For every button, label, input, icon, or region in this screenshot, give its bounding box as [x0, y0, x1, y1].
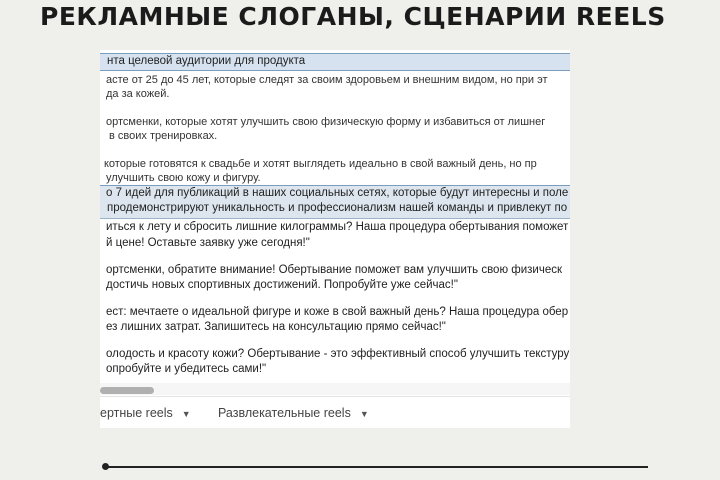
cell-line[interactable]: да за кожей. — [106, 88, 170, 100]
cell-line[interactable]: которые готовятся к свадьбе и хотят выглядеть идеально в свой важный день, но пр — [104, 158, 537, 170]
cell-line[interactable]: в своих тренировках. — [109, 130, 218, 142]
answer-line[interactable]: олодость и красоту кожи? Обертывание - это эффективный способ улучшить текстуру — [106, 348, 570, 360]
answer-line[interactable]: ез лишних затрат. Запишитесь на консультацию прямо сейчас!" — [106, 321, 446, 333]
answer-line[interactable]: ортсменки, обратите внимание! Обертывание поможет вам улучшить свою физическ — [106, 264, 563, 276]
cell-line[interactable]: ортсменки, которые хотят улучшить свою физическую форму и избавиться от лишнег — [106, 116, 546, 128]
sheet-tabs-bar — [100, 396, 570, 428]
tab-reels-1[interactable] — [100, 406, 191, 420]
tab-entertainment-reels[interactable] — [218, 406, 369, 420]
caret-down-icon[interactable]: ▼ — [359, 409, 369, 419]
page-title: РЕКЛАМНЫЕ СЛОГАНЫ, СЦЕНАРИИ REELS — [40, 2, 666, 31]
tab-label: Развлекательные reels — [218, 406, 351, 420]
header-row[interactable]: нта целевой аудитории для продукта — [107, 55, 306, 67]
horizontal-scrollbar[interactable] — [100, 383, 570, 395]
prompt-line[interactable]: о 7 идей для публикаций в наших социальных сетях, которые будут интересны и поле — [106, 187, 569, 199]
spreadsheet-screenshot — [100, 50, 570, 428]
answer-line[interactable]: достичь новых спортивных достижений. Попробуйте уже сейчас!" — [106, 279, 458, 291]
caret-down-icon[interactable]: ▼ — [181, 409, 191, 419]
scrollbar-thumb[interactable] — [100, 387, 154, 394]
answer-line[interactable]: ест: мечтаете о идеальной фигуре и коже в свой важный день? Наша процедура обер — [106, 306, 569, 318]
answer-line[interactable]: опробуйте и убедитесь сами!" — [106, 363, 267, 375]
answer-line[interactable]: иться к лету и сбросить лишние килограммы? Наша процедура обертывания поможет — [106, 221, 569, 233]
prompt-line[interactable]: продемонстрируют уникальность и профессионализм нашей команды и привлекут по — [107, 202, 568, 214]
cell-line[interactable]: асте от 25 до 45 лет, которые следят за своим здоровьем и внешним видом, но при эт — [106, 74, 548, 86]
cell-line[interactable]: улучшить свою кожу и фигуру. — [106, 172, 261, 184]
tab-label: ертные reels — [100, 406, 173, 420]
answer-line[interactable]: й цене! Оставьте заявку уже сегодня!" — [106, 237, 310, 249]
divider-line — [104, 466, 648, 468]
